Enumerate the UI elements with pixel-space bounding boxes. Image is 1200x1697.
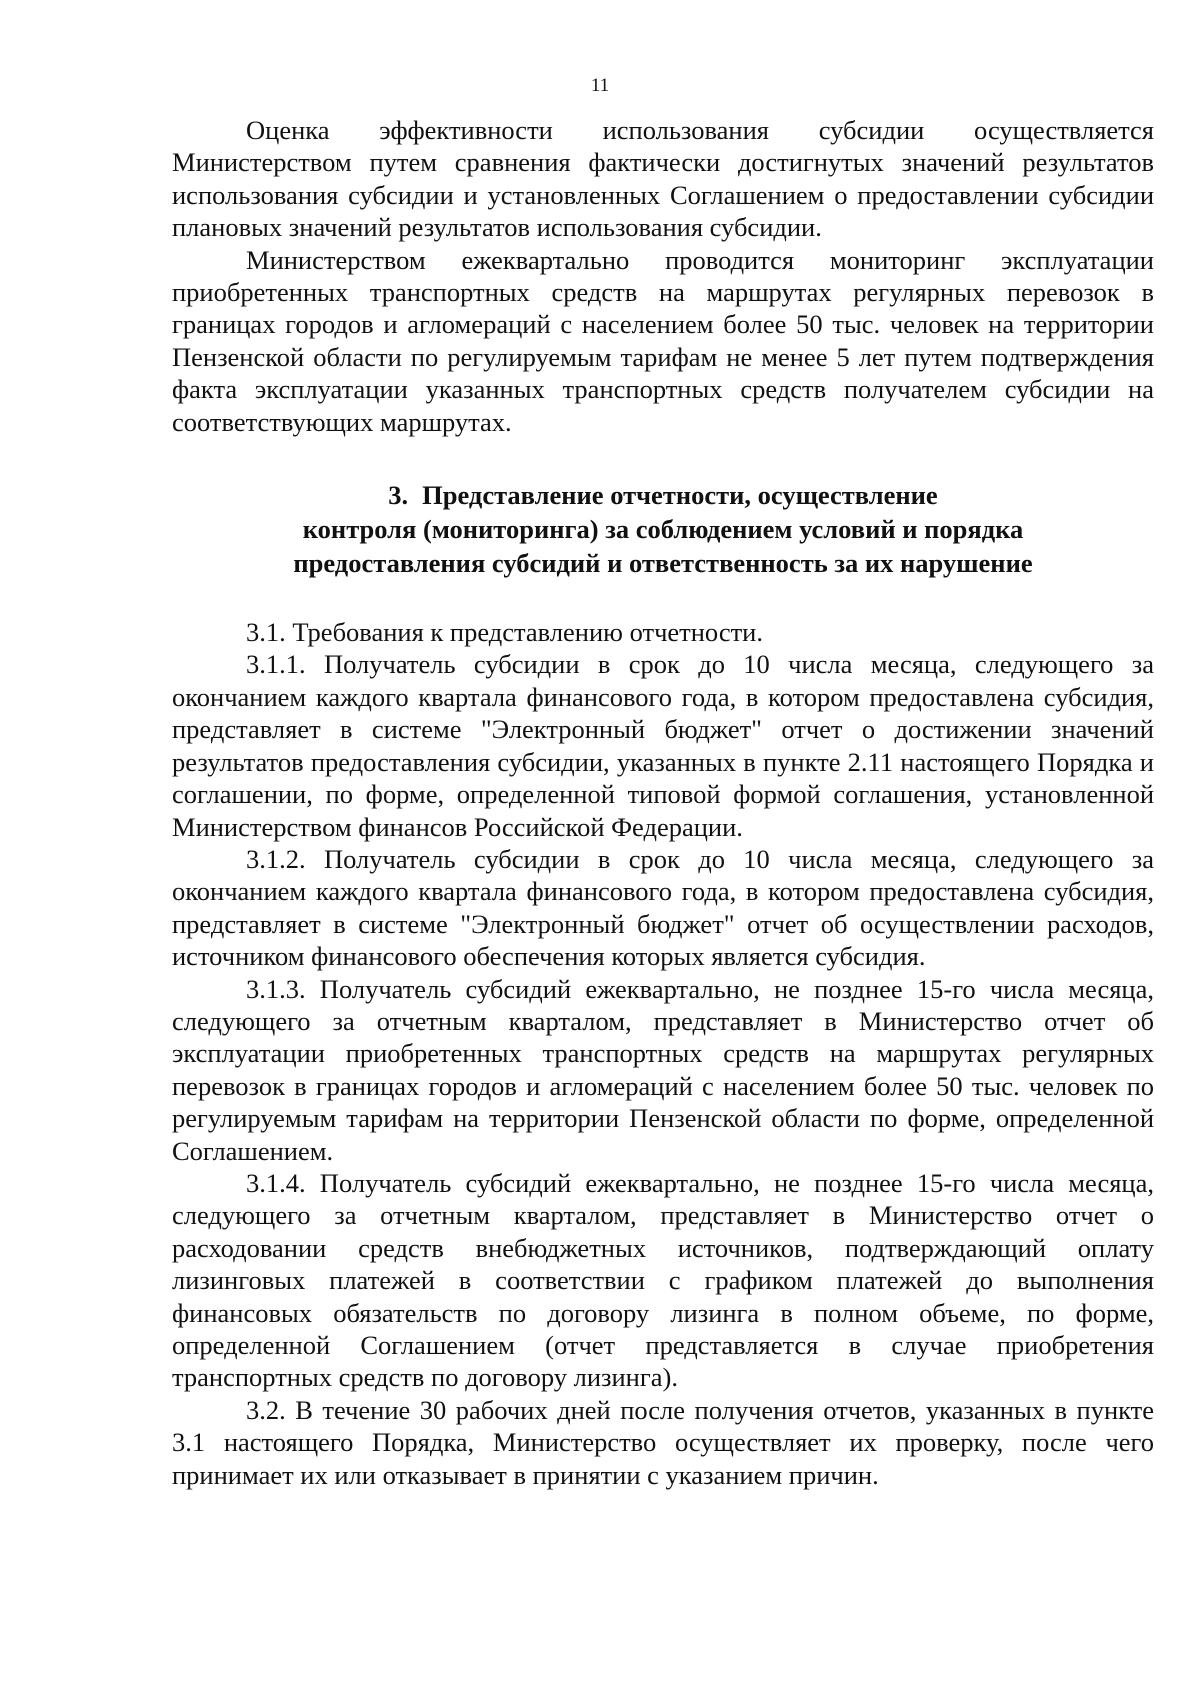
paragraph-3-1-4: 3.1.4. Получатель субсидий ежеквартально, не позднее 15-го числа месяца, следующего за отчетным кварталом, представляет в Министерство отчет о расходовании средств внебюджетных источников, подтверждающий оплату лизинговых платежей в соответствии с графиком платежей до выполнения финансовых обязательств по договору лизинга в полном объеме, по форме, определенной Соглашением (отчет представляется в случае приобретения транспортных средств по договору лизинга). [172,1167,1154,1393]
section-heading-line-1 [172,478,1154,512]
page-number: 11 [590,75,610,96]
paragraph-3-1-2: 3.1.2. Получатель субсидии в срок до 10 числа месяца, следующего за окончанием каждого квартала финансового года, в котором предоставлена субсидия, представляет в системе "Электронный бюджет" отчет об осуществлении расходов, источником финансового обеспечения которых является субсидия. [172,843,1154,972]
section-heading-line-3: предоставления субсидий и ответственность за их нарушение [293,548,1033,579]
document-body [172,114,1154,1491]
paragraph-3-1-1: 3.1.1. Получатель субсидии в срок до 10 числа месяца, следующего за окончанием каждого квартала финансового года, в котором предоставлена субсидия, представляет в системе "Электронный бюджет" отчет о достижении значений результатов предоставления субсидии, указанных в пункте 2.11 настоящего Порядка и соглашении, по форме, определенной типовой формой соглашения, установленной Министерством финансов Российской Федерации. [172,649,1154,842]
paragraph-evaluation: Оценка эффективности использования субсидии осуществляется Министерством путем сравнения фактически достигнутых значений результатов использования субсидии и установленных Соглашением о предоставлении субсидии плановых значений результатов использования субсидии. [172,115,1154,243]
paragraph-3-1-3: 3.1.3. Получатель субсидий ежеквартально, не позднее 15-го числа месяца, следующего за отчетным кварталом, представляет в Министерство отчет об эксплуатации приобретенных транспортных средств на маршрутах регулярных перевозок в границах городов и агломераций с населением более 50 тыс. человек по регулируемым тарифам на территории Пензенской области по форме, определенной Соглашением. [172,973,1154,1166]
section-heading [172,478,1154,580]
paragraph-monitoring: Министерством ежеквартально проводится мониторинг эксплуатации приобретенных транспортных средств на маршрутах регулярных перевозок в границах городов и агломераций с населением более 50 тыс. человек на территории Пензенской области по регулируемым тарифам не менее 5 лет путем подтверждения факта эксплуатации указанных транспортных средств получателем субсидии на соответствующих маршрутах. [172,244,1154,437]
section-heading-line-2: контроля (мониторинга) за соблюдением условий и порядка [302,514,1024,545]
section-number: 3. [388,480,409,511]
paragraph-3-2: 3.2. В течение 30 рабочих дней после получения отчетов, указанных в пункте 3.1 настоящего Порядка, Министерство осуществляет их проверку, после чего принимает их или отказывает в принятии с указанием причин. [172,1394,1154,1490]
section-title-part-1: Представление отчетности, осуществление [422,480,938,511]
paragraph-3-1: 3.1. Требования к представлению отчетности. [246,617,763,648]
